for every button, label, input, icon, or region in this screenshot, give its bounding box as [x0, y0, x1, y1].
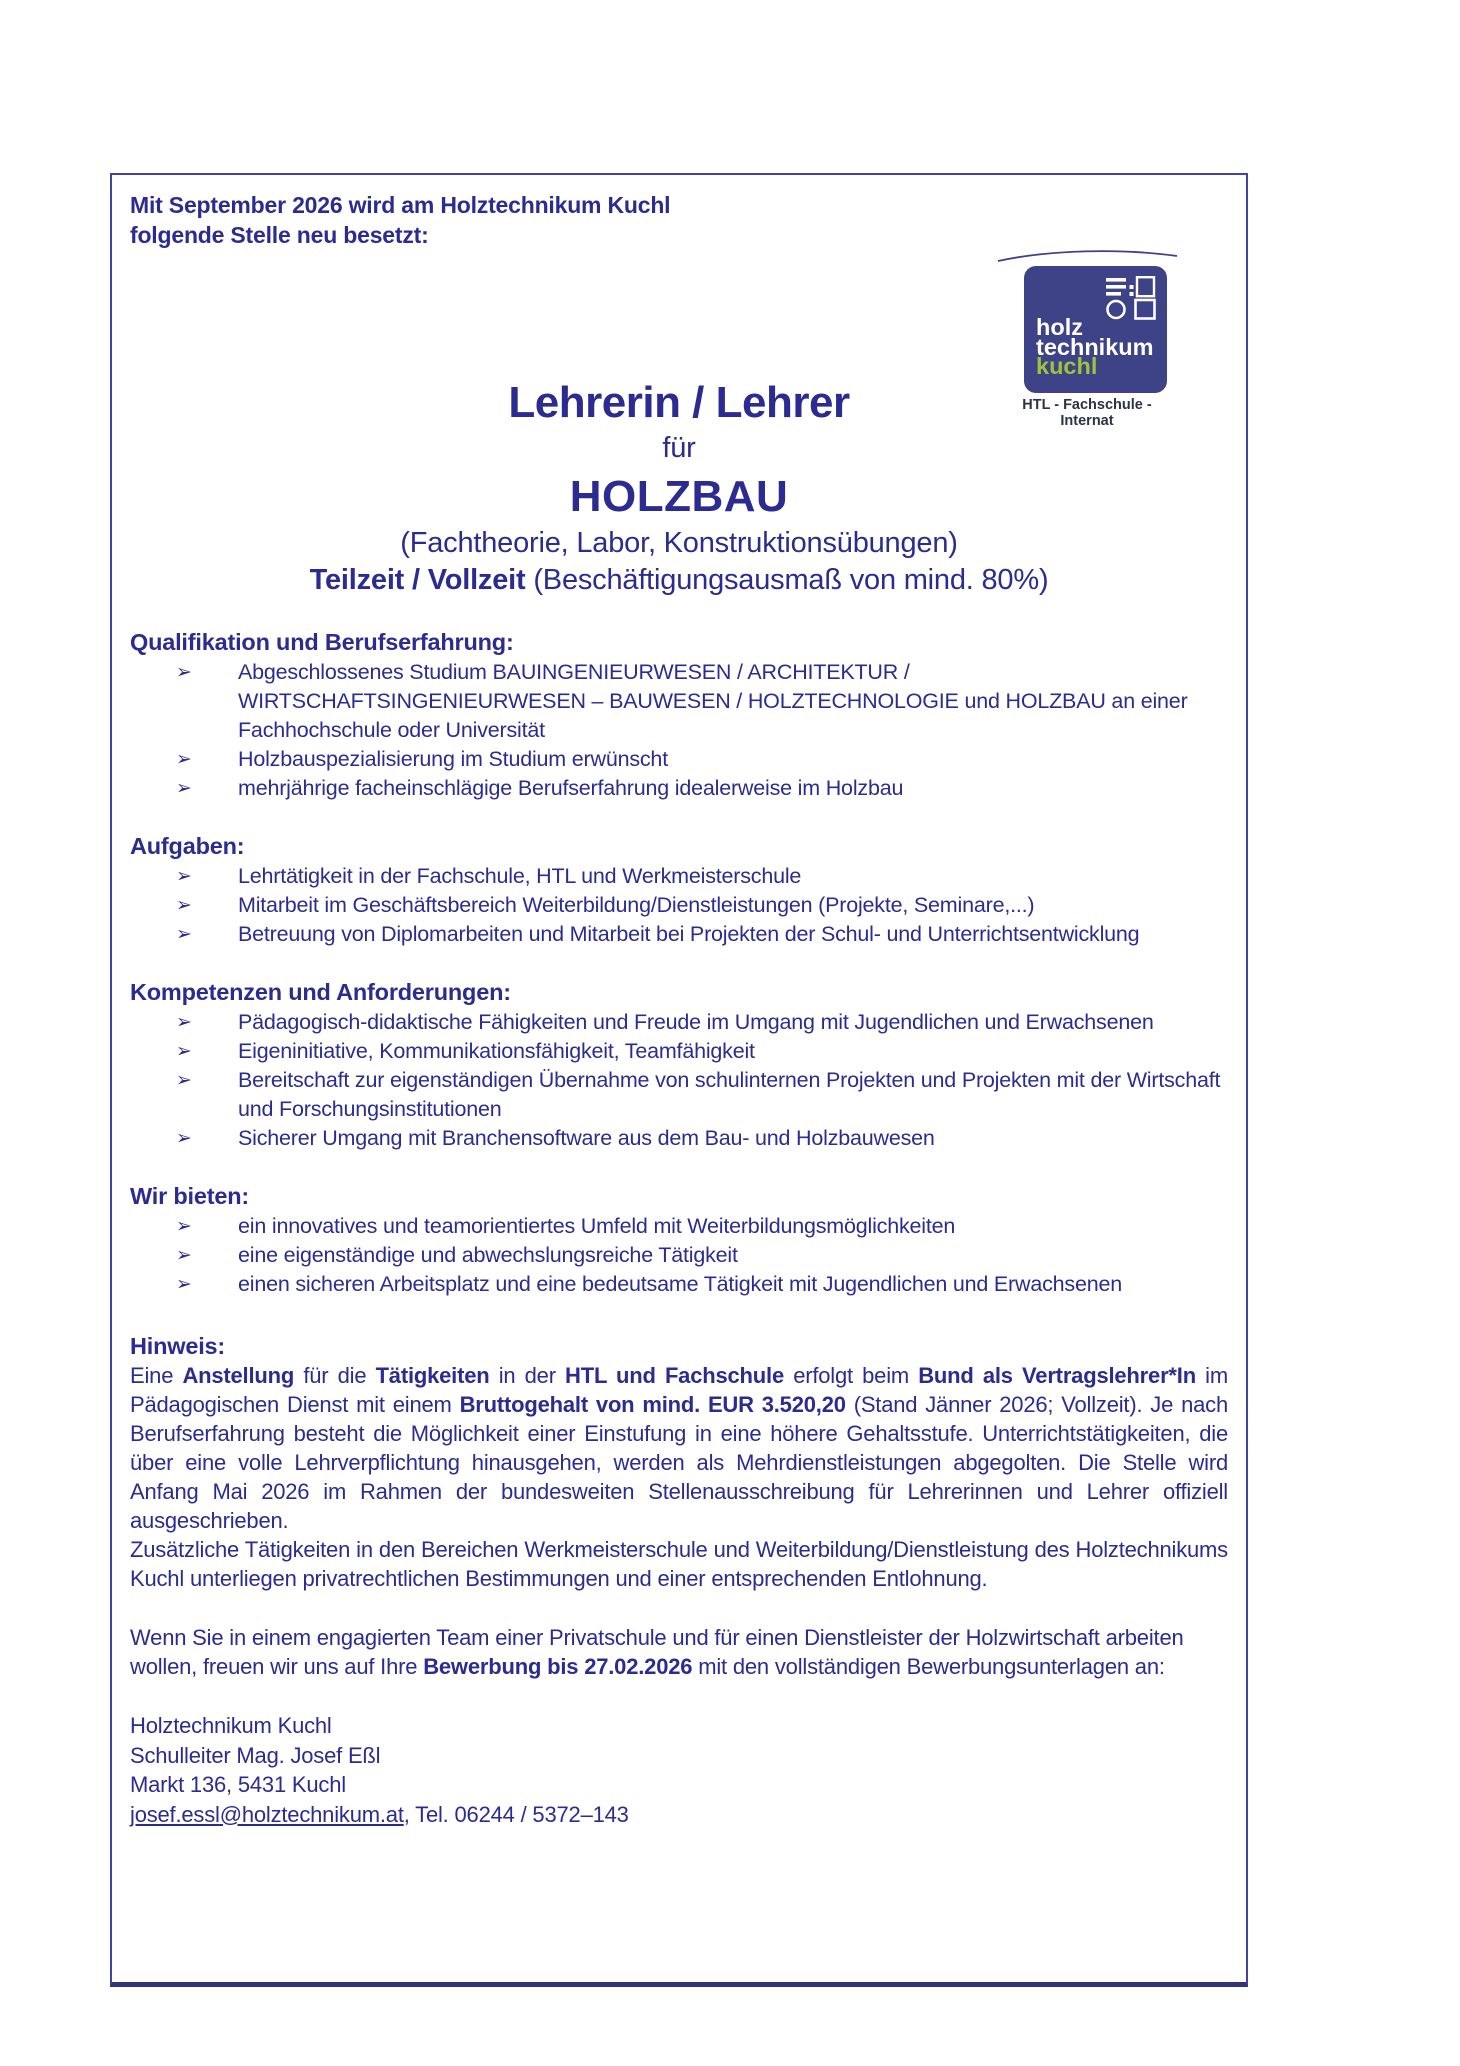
logo-word-technikum: technikum	[1036, 333, 1154, 360]
logo-wood-mark-icon	[1106, 276, 1158, 320]
bullet-item: ➢ Sicherer Umgang mit Branchensoftware aus dem Bau- und Holzbauwesen	[130, 1124, 1228, 1153]
contact-email-line	[130, 1800, 1228, 1830]
holztechnikum-logo	[994, 247, 1180, 429]
job-details: (Fachtheorie, Labor, Konstruktionsübungen)	[400, 527, 958, 559]
intro-line1: Mit September 2026 wird am Holztechnikum Kuchl	[130, 192, 671, 218]
logo-word-kuchl: kuchl	[1036, 353, 1098, 379]
document-border-box	[110, 173, 1248, 1987]
logo-roof-arc-icon	[994, 247, 1180, 263]
bullet-item: ➢ mehrjährige facheinschlägige Berufserfahrung idealerweise im Holzbau	[130, 774, 1228, 803]
contact-person: Schulleiter Mag. Josef Eßl	[130, 1742, 381, 1768]
contact-address: Markt 136, 5431 Kuchl	[130, 1772, 346, 1797]
section-aufgaben	[130, 831, 1228, 949]
hinweis-paragraph: Zusätzliche Tätigkeiten in den Bereichen Werkmeisterschule und Weiterbildung/Dienstleistung des Holztechnikums Kuchl unterliegen privatrechtlichen Bestimmungen und einer entsprechenden Entlohnung.	[130, 1537, 1228, 1591]
hinweis-section	[130, 1331, 1228, 1593]
hinweis-heading: Hinweis:	[130, 1333, 226, 1359]
bullet-item: ➢ Eigeninitiative, Kommunikationsfähigkeit, Teamfähigkeit	[130, 1037, 1228, 1066]
intro-line2: folgende Stelle neu besetzt:	[130, 222, 429, 248]
section-heading: Aufgaben:	[130, 833, 245, 859]
hinweis-paragraphs	[130, 1361, 1228, 1593]
bullet-item: ➢ Lehrtätigkeit in der Fachschule, HTL und Werkmeisterschule	[130, 862, 1228, 891]
contact-phone: , Tel. 06244 / 5372–143	[403, 1801, 629, 1827]
job-subject: HOLZBAU	[569, 472, 789, 521]
section-heading: Wir bieten:	[130, 1183, 250, 1209]
section-wir-bieten	[130, 1181, 1228, 1299]
bullet-item: ➢ Betreuung von Diplomarbeiten und Mitarbeit bei Projekten der Schul- und Unterrichtsentwicklung	[130, 920, 1228, 949]
bullet-item: ➢ Pädagogisch-didaktische Fähigkeiten und Freude im Umgang mit Jugendlichen und Erwachsenen	[130, 1008, 1228, 1037]
hinweis-paragraph: Eine Anstellung für die Tätigkeiten in der HTL und Fachschule erfolgt beim Bund als Vertragslehrer*In im Pädagogischen Dienst mit einem Bruttogehalt von mind. EUR 3.520,20 (Stand Jänner 2026; Vollzeit). Je nach Berufserfahrung besteht die Möglichkeit einer Einstufung in eine höhere Gehaltsstufe. Unterrichtstätigkeiten, die über eine volle Lehrverpflichtung hinausgehen, werden als Mehrdienstleistungen abgegolten. Die Stelle wird Anfang Mai 2026 im Rahmen der bundesweiten Stellenausschreibung für Lehrerinnen und Lehrer offiziell ausgeschrieben.	[130, 1363, 1228, 1533]
section-heading: Kompetenzen und Anforderungen:	[130, 979, 511, 1005]
bullet-list	[130, 862, 1228, 949]
bullet-item: ➢ Abgeschlossenes Studium BAUINGENIEURWESEN / ARCHITEKTUR / WIRTSCHAFTSINGENIEURWESEN – BAUWESEN / HOLZTECHNOLOGIE und HOLZBAU an einer Fachhochschule oder Universität	[130, 658, 1228, 745]
logo-word-holz: holz	[1036, 314, 1083, 340]
employment-extent: (Beschäftigungsausmaß von mind. 80%)	[525, 564, 1049, 596]
contact-company: Holztechnikum Kuchl	[130, 1713, 332, 1738]
job-employment	[130, 562, 1228, 599]
bullet-item: ➢ Bereitschaft zur eigenständigen Übernahme von schulinternen Projekten und Projekten mit der Wirtschaft und Forschungsinstitutionen	[130, 1066, 1228, 1124]
job-preposition: für	[662, 432, 696, 464]
bullet-item: ➢ Holzbauspezialisierung im Studium erwünscht	[130, 745, 1228, 774]
section-qualifikation	[130, 627, 1228, 803]
section-kompetenzen	[130, 977, 1228, 1153]
section-heading: Qualifikation und Berufserfahrung:	[130, 629, 514, 655]
bullet-item: ➢ Mitarbeit im Geschäftsbereich Weiterbildung/Dienstleistungen (Projekte, Seminare,...)	[130, 891, 1228, 920]
employment-type: Teilzeit / Vollzeit	[309, 564, 526, 596]
logo-caption: HTL - Fachschule - Internat	[1022, 397, 1152, 429]
bullet-item: ➢ ein innovatives und teamorientiertes Umfeld mit Weiterbildungsmöglichkeiten	[130, 1212, 1228, 1241]
bullet-list	[130, 1008, 1228, 1153]
bullet-item: ➢ eine eigenständige und abwechslungsreiche Tätigkeit	[130, 1241, 1228, 1270]
bullet-item: ➢ einen sicheren Arbeitsplatz und eine bedeutsame Tätigkeit mit Jugendlichen und Erwachsenen	[130, 1270, 1228, 1299]
job-title: Lehrerin / Lehrer	[508, 378, 850, 427]
bullet-list	[130, 658, 1228, 803]
intro-text	[130, 190, 1228, 250]
sections	[130, 627, 1228, 1299]
bullet-list	[130, 1212, 1228, 1299]
logo-square	[1024, 266, 1167, 393]
contact-block	[130, 1711, 1228, 1829]
email-link[interactable]: josef.essl@holztechnikum.at	[130, 1801, 404, 1827]
closing-paragraph: Wenn Sie in einem engagierten Team einer Privatschule und für einen Dienstleister der Holzwirtschaft arbeiten wollen, freuen wir uns auf Ihre Bewerbung bis 27.02.2026 mit den vollständigen Bewerbungsunterlagen an:	[130, 1625, 1184, 1679]
